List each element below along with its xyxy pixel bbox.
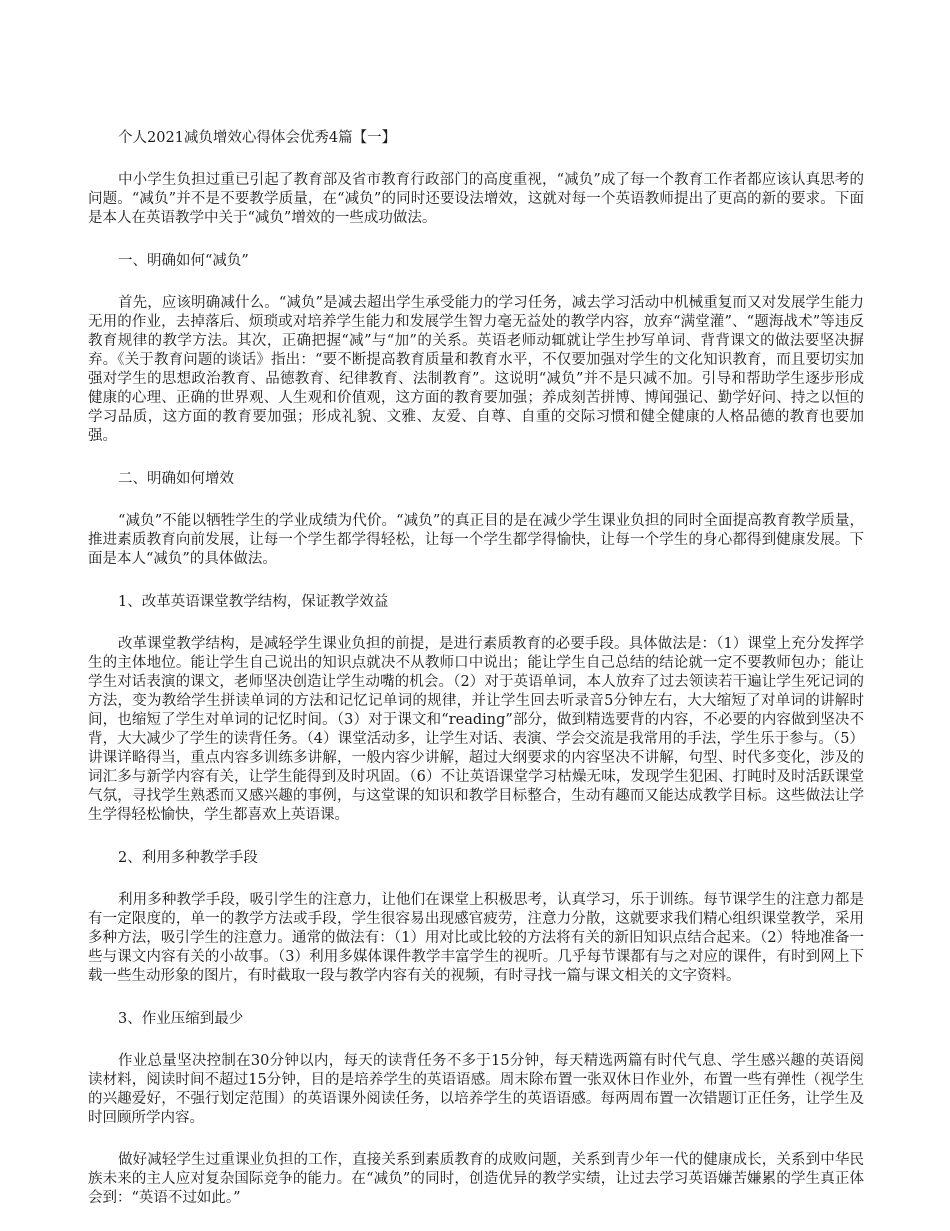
subsection-paragraph-homework: 作业总量坚决控制在30分钟以内，每天的读背任务不多于15分钟，每天精选两篇有时代气息、学生感兴趣的英语阅读材料，阅读时间不超过15分钟，目的是培养学生的英语语感。周末除布置一张双休日作业外，布置一些有弹性（视学生的兴趣爱好，不强行划定范围）的英语课外阅读任务，以培养学生的英语语感。每两周布置一次错题订正任务，让学生及时回顾所学内容。 <box>88 1053 864 1126</box>
section-heading-reduce: 一、明确如何“减负” <box>118 253 249 269</box>
section-heading-efficiency: 二、明确如何增效 <box>118 471 234 487</box>
subsection-paragraph-classroom: 改革课堂教学结构，是减轻学生课业负担的前提，是进行素质教育的必要手段。具体做法是：（1）课堂上充分发挥学生的主体地位。能让学生自己说出的知识点就决不从教师口中说出；能让学生自己总结的结论就一定不要教师包办；能让学生对话表演的课文，老师坚决创造让学生动嘴的机会。（2）对于英语单词，本人放弃了过去领读若干遍让学生死记词的方法，变为教给学生拼读单词的方法和记忆记单词的规律，并让学生回去听录音5分钟左右，大大缩短了对单词的讲解时间，也缩短了学生对单词的记忆时间。（3）对于课文和“reading”部分，做到精选要背的内容，不必要的内容做到坚决不背，大大减少了学生的读背任务。（4）课堂活动多，让学生对话、表演、学会交流是我常用的手法，学生乐于参与。（5）讲课详略得当，重点内容多训练多讲解，一般内容少讲解，超过大纲要求的内容坚决不讲解，句型、时代多变化，涉及的词汇多与新学内容有关，让学生能得到及时巩固。（6）不让英语课堂学习枯燥无味，发现学生犯困、打盹时及时活跃课堂气氛，寻找学生熟悉而又感兴趣的事例，与这堂课的知识和教学目标整合，生动有趣而又能达成教学目标。这些做法让学生学得轻松愉快，学生都喜欢上英语课。 <box>88 636 864 823</box>
intro-paragraph: 中小学生负担过重已引起了教育部及省市教育行政部门的高度重视，“减负”成了每一个教育工作者都应该认真思考的问题。“减负”并不是不要教学质量，在“减负”的同时还要设法增效，这就对每一个英语教师提出了更高的新的要求。下面是本人在英语教学中关于“减负”增效的一些成功做法。 <box>88 172 864 226</box>
closing-paragraph: 做好减轻学生过重课业负担的工作，直接关系到素质教育的成败问题，关系到青少年一代的健康成长，关系到中华民族未来的主人应对复杂国际竞争的能力。在“减负”的同时，创造优异的教学实绩，让过去学习英语嫌苦嫌累的学生真正体会到：“英语不过如此。” <box>88 1152 864 1206</box>
subsection-heading-methods: 2、利用多种教学手段 <box>118 850 258 866</box>
document-page <box>88 128 864 1231</box>
subsection-paragraph-methods: 利用多种教学手段，吸引学生的注意力，让他们在课堂上积极思考，认真学习，乐于训练。每节课学生的注意力都是有一定限度的，单一的教学方法或手段，学生很容易出现感官疲劳，注意力分散，这就要求我们精心组织课堂教学，采用多种方法，吸引学生的注意力。通常的做法有：（1）用对比或比较的方法将有关的新旧知识点结合起来。（2）特地准备一些与课文内容有关的小故事。（3）利用多媒体课件教学丰富学生的视听。几乎每节课都有与之对应的课件，有时到网上下载一些生动形象的图片，有时截取一段与教学内容有关的视频，有时寻找一篇与课文相关的文字资料。 <box>88 892 864 984</box>
section-paragraph-reduce: 首先，应该明确减什么。“减负”是减去超出学生承受能力的学习任务，减去学习活动中机械重复而又对发展学生能力无用的作业，去掉落后、烦琐或对培养学生能力和发展学生智力毫无益处的教学内容，放弃“满堂灌”、“题海战术”等违反教育规律的教学方法。其次，正确把握“减”与“加”的关系。英语老师动辄就让学生抄写单词、背背课文的做法要坚决摒弃。《关于教育问题的谈话》指出：“要不断提高教育质量和教育水平，不仅要加强对学生的文化知识教育，而且要切实加强对学生的思想政治教育、品德教育、纪律教育、法制教育”。这说明“减负”并不是只减不加。引导和帮助学生逐步形成健康的心理、正确的世界观、人生观和价值观，这方面的教育要加强；养成刻苦拼博、博闻强记、勤学好问、持之以恒的学习品质，这方面的教育要加强；形成礼貌、文雅、友爱、自尊、自重的交际习惯和健全健康的人格品德的教育也要加强。 <box>88 295 864 444</box>
document-title: 个人2021减负增效心得体会优秀4篇【一】 <box>118 130 397 146</box>
subsection-heading-classroom: 1、改革英语课堂教学结构，保证教学效益 <box>118 594 389 610</box>
subsection-heading-homework: 3、作业压缩到最少 <box>118 1011 244 1027</box>
section-paragraph-efficiency: “减负”不能以牺牲学生的学业成绩为代价。“减负”的真正目的是在减少学生课业负担的同时全面提高教育教学质量，推进素质教育向前发展，让每一个学生都学得轻松，让每一个学生都学得愉快，让每一个学生的身心都得到健康发展。下面是本人“减负”的具体做法。 <box>88 513 864 567</box>
